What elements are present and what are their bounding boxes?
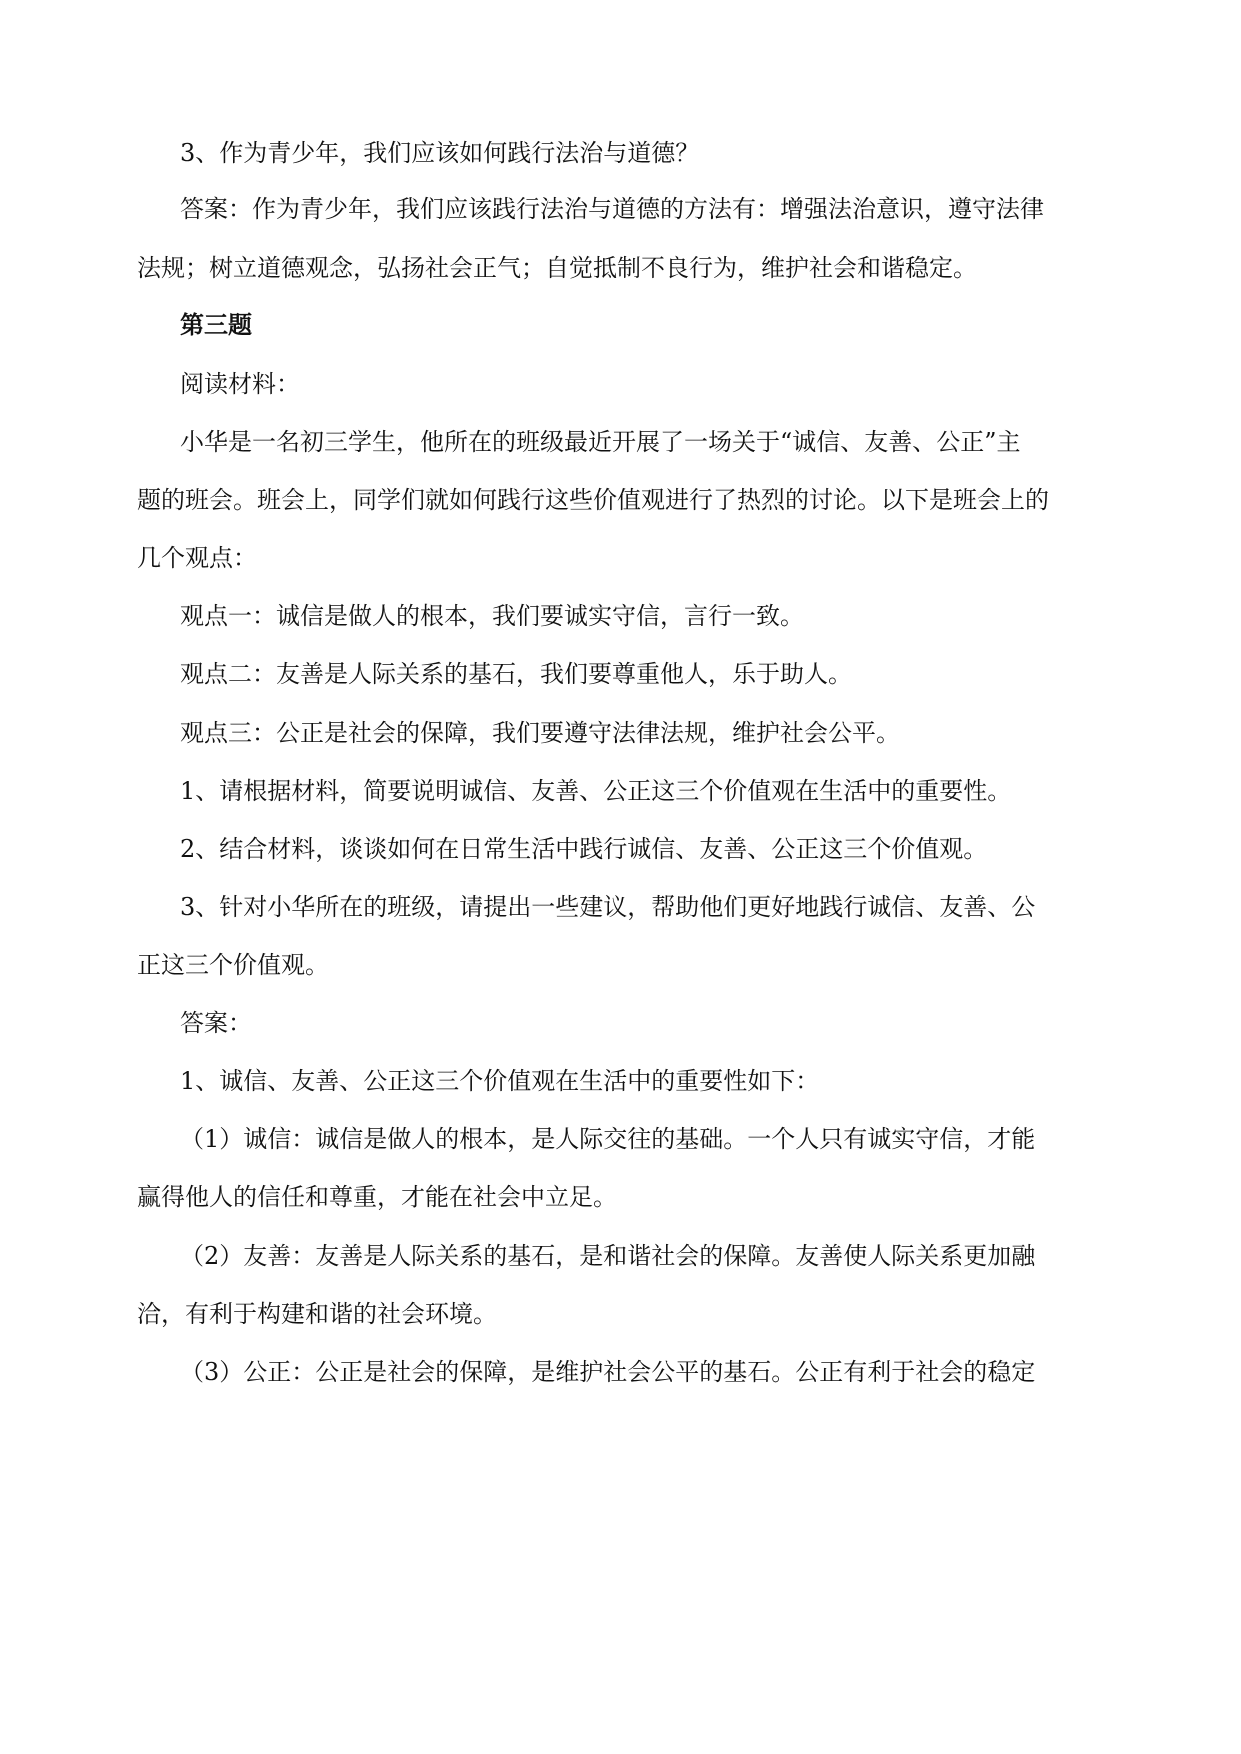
answer-1-intro: 1、诚信、友善、公正这三个价值观在生活中的重要性如下：	[180, 1067, 820, 1095]
section-heading: 第三题	[180, 310, 252, 339]
justice-line-1: （3）公正：公正是社会的保障，是维护社会公平的基石。公正有利于社会的稳定	[180, 1358, 1036, 1386]
question-3-text: 3、作为青少年，我们应该如何践行法治与道德？	[180, 139, 700, 167]
question-3-line-2: 正这三个价值观。	[137, 951, 329, 979]
integrity-line-2: 赢得他人的信任和尊重，才能在社会中立足。	[137, 1183, 617, 1211]
viewpoint-1: 观点一：诚信是做人的根本，我们要诚实守信，言行一致。	[180, 602, 804, 630]
answer-line-2: 法规；树立道德观念，弘扬社会正气；自觉抵制不良行为，维护社会和谐稳定。	[137, 254, 977, 282]
material-line-1: 小华是一名初三学生，他所在的班级最近开展了一场关于“诚信、友善、公正”主	[180, 428, 1021, 456]
material-line-3: 几个观点：	[137, 544, 257, 572]
answer-label: 答案：	[180, 1009, 252, 1037]
friendliness-line-2: 洽，有利于构建和谐的社会环境。	[137, 1300, 497, 1328]
friendliness-line-1: （2）友善：友善是人际关系的基石，是和谐社会的保障。友善使人际关系更加融	[180, 1242, 1036, 1270]
question-1: 1、请根据材料，简要说明诚信、友善、公正这三个价值观在生活中的重要性。	[180, 777, 1012, 805]
question-2: 2、结合材料，谈谈如何在日常生活中践行诚信、友善、公正这三个价值观。	[180, 835, 988, 863]
reading-material-label: 阅读材料：	[180, 370, 300, 398]
answer-line-1: 答案：作为青少年，我们应该践行法治与道德的方法有：增强法治意识，遵守法律	[180, 195, 1044, 223]
viewpoint-2: 观点二：友善是人际关系的基石，我们要尊重他人，乐于助人。	[180, 660, 852, 688]
viewpoint-3: 观点三：公正是社会的保障，我们要遵守法律法规，维护社会公平。	[180, 719, 900, 747]
integrity-line-1: （1）诚信：诚信是做人的根本，是人际交往的基础。一个人只有诚实守信，才能	[180, 1125, 1036, 1153]
material-line-2: 题的班会。班会上，同学们就如何践行这些价值观进行了热烈的讨论。以下是班会上的	[137, 486, 1049, 514]
question-3-line-1: 3、针对小华所在的班级，请提出一些建议，帮助他们更好地践行诚信、友善、公	[180, 893, 1036, 921]
